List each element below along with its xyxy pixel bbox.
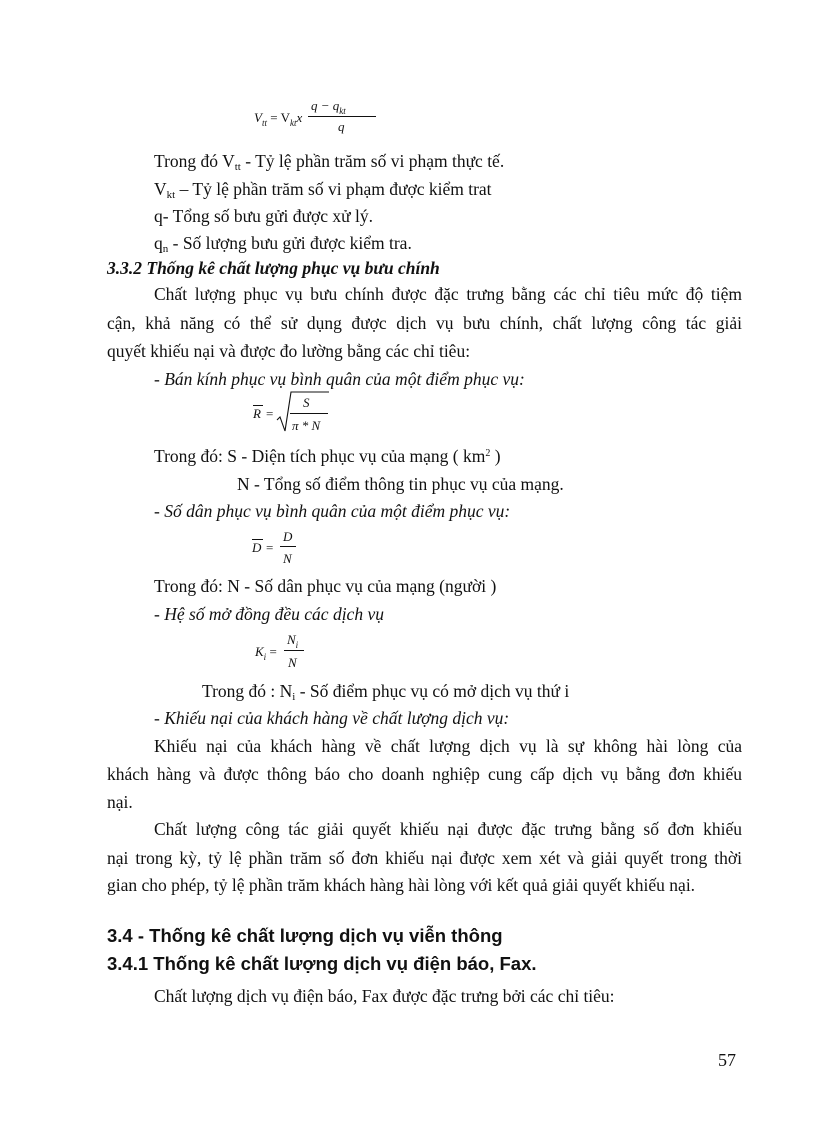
item-population: - Số dân phục vụ bình quân của một điểm phục vụ: xyxy=(154,501,511,521)
def-q: q- Tổng số bưu gửi được xử lý. xyxy=(154,206,373,226)
item-coefficient: - Hệ số mở đồng đều các dịch vụ xyxy=(154,604,384,624)
def-s: Trong đó: S - Diện tích phục vụ của mạng ( $km^2$ ) xyxy=(154,446,501,466)
item-complaints: - Khiếu nại của khách hàng về chất lượng dịch vụ: xyxy=(154,708,510,728)
section-heading-341: 3.4.1 Thống kê chất lượng dịch vụ điện báo, Fax. xyxy=(107,953,537,974)
section-heading-34: 3.4 - Thống kê chất lượng dịch vụ viễn thông xyxy=(107,925,503,946)
def-vkt: $V_{kt}$ – Tỷ lệ phần trăm số vi phạm được kiểm trat xyxy=(154,179,492,201)
item-radius: - Bán kính phục vụ bình quân của một điểm phục vụ: xyxy=(154,369,525,389)
section-heading-332: 3.3.2 Thống kê chất lượng phục vụ bưu chính xyxy=(107,258,440,278)
page-number: 57 xyxy=(718,1050,736,1070)
def-qn: $q_n$ - Số lượng bưu gửi được kiểm tra. xyxy=(154,233,412,255)
def-population: Trong đó: N - Số dân phục vụ của mạng (người ) xyxy=(154,576,497,596)
paragraph-telegraph: Chất lượng dịch vụ điện báo, Fax được đặc trưng bởi các chỉ tiêu: xyxy=(154,986,615,1006)
def-n: N - Tổng số điểm thông tin phục vụ của mạng. xyxy=(237,474,564,494)
def-ni: Trong đó : $N_i$ - Số điểm phục vụ có mở dịch vụ thứ i xyxy=(202,681,570,703)
def-vtt: Trong đó $V_{tt}$ - Tỷ lệ phần trăm số vi phạm thực tế. xyxy=(154,151,505,173)
